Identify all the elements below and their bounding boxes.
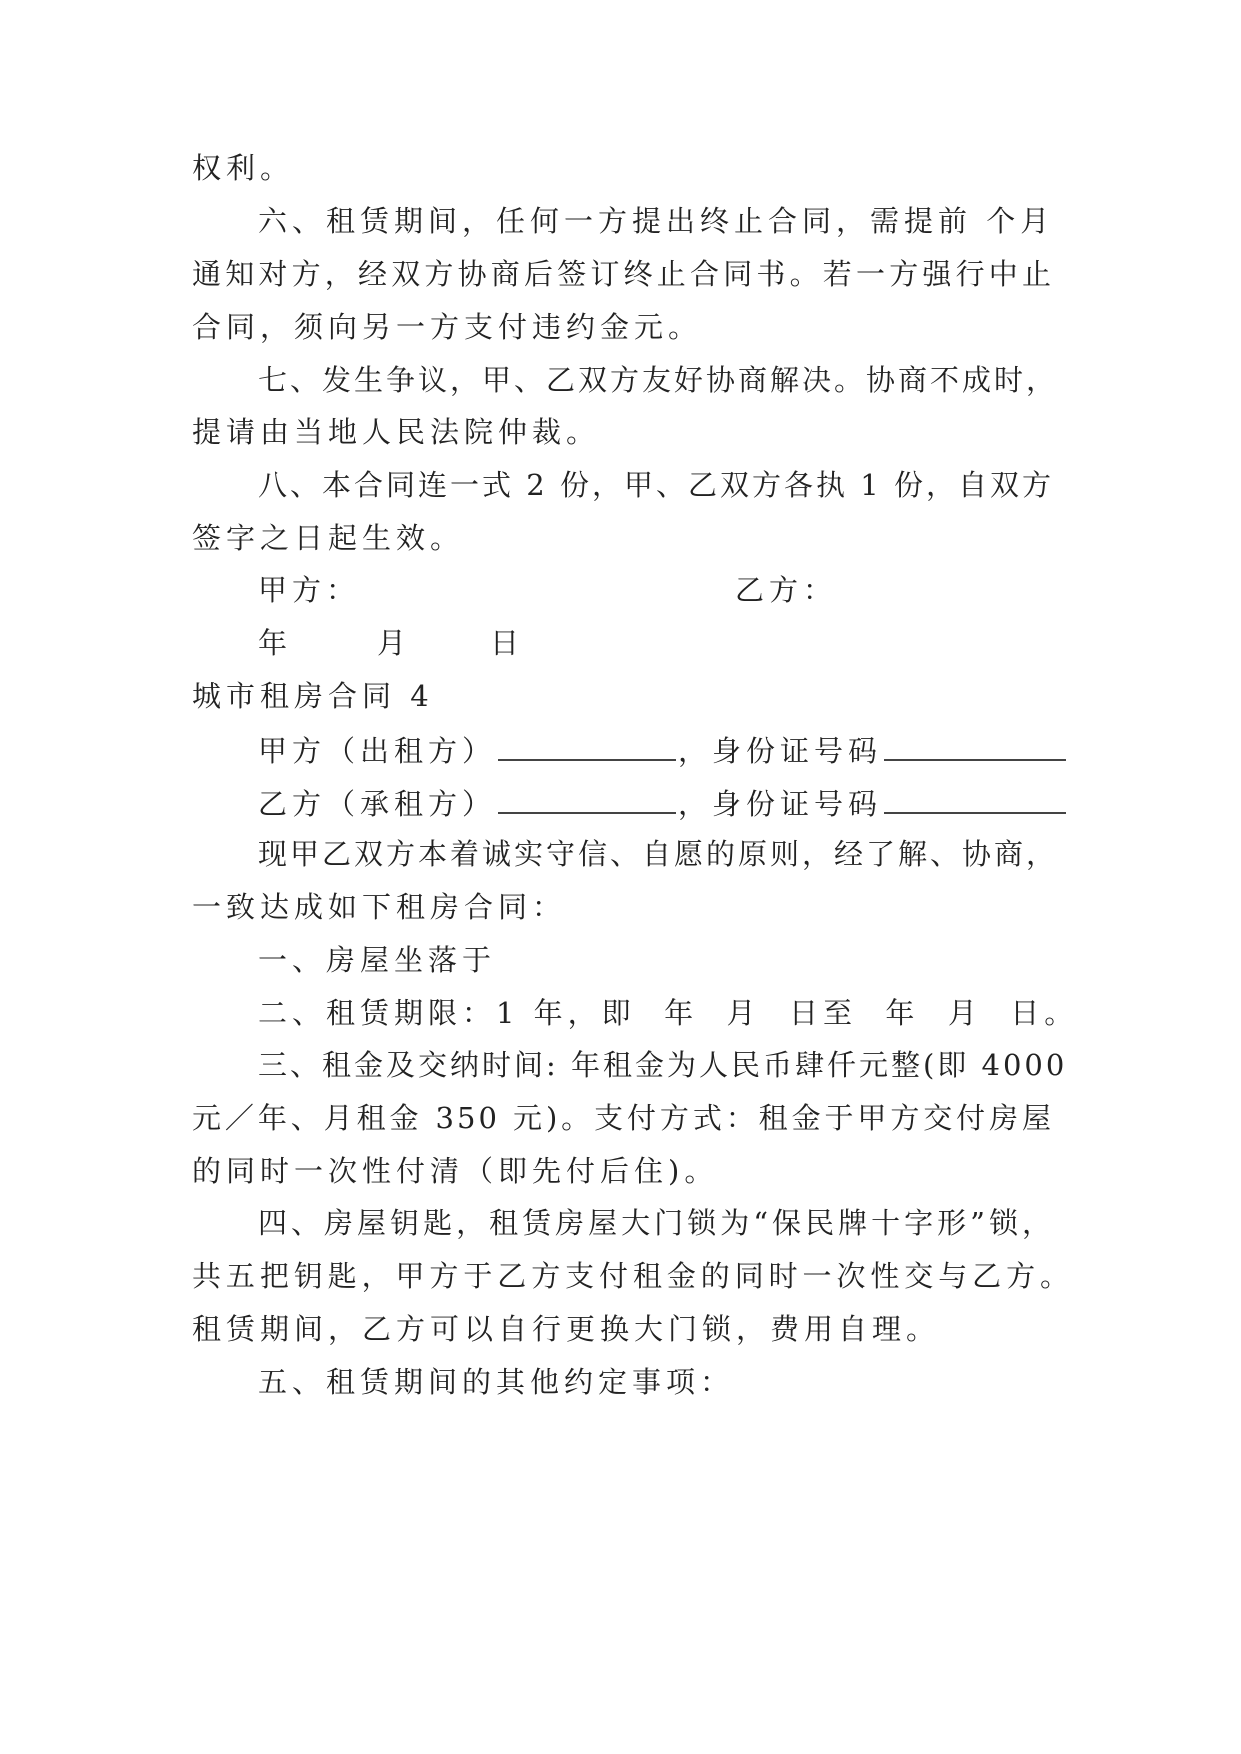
- clause-2-line: 二、租赁期限：1 年，即 年 月 日至 年 月 日。: [258, 996, 1079, 1030]
- clause-4-line-2: 共五把钥匙，甲方于乙方支付租金的同时一次性交与乙方。: [192, 1259, 1072, 1293]
- clause-1-line: 一、房屋坐落于: [258, 943, 497, 977]
- party-a-label: 甲方（出租方）: [258, 734, 497, 768]
- preamble-line-2: 一致达成如下租房合同：: [192, 890, 567, 924]
- clause-6-line-2: 通知对方，经双方协商后签订终止合同书。若一方强行中止: [192, 257, 1054, 291]
- party-b-name-blank: [498, 782, 676, 814]
- party-a-signature-label: 甲方：: [258, 573, 361, 607]
- party-a-line: [258, 729, 1068, 771]
- party-a-id-label: ，身份证号码: [678, 734, 883, 768]
- party-b-id-label: ，身份证号码: [678, 787, 883, 821]
- party-b-signature-label: 乙方：: [735, 573, 838, 607]
- date-month: 月: [377, 626, 412, 660]
- contract-title: 城市租房合同 4: [192, 679, 434, 713]
- clause-8-line-2: 签字之日起生效。: [192, 521, 465, 555]
- date-year: 年: [258, 626, 293, 660]
- preamble-line-1: 现甲乙双方本着诚实守信、自愿的原则，经了解、协商，: [258, 837, 1059, 871]
- clause-4-line-3: 租赁期间，乙方可以自行更换大门锁，费用自理。: [192, 1312, 941, 1346]
- clause-3-line-3: 的同时一次性付清（即先付后住)。: [192, 1154, 719, 1188]
- clause-6-line-1: 六、租赁期间，任何一方提出终止合同，需提前 个月: [258, 204, 1055, 238]
- party-b-id-blank: [884, 782, 1066, 814]
- clause-6-line-3: 合同，须向另一方支付违约金元。: [192, 310, 703, 344]
- clause-4-line-1: 四、房屋钥匙，租赁房屋大门锁为“保民牌十字形”锁，: [258, 1206, 1054, 1240]
- clause-5-line: 五、租赁期间的其他约定事项：: [258, 1365, 735, 1399]
- date-day: 日: [490, 626, 525, 660]
- clause-3-line-1: 三、租金及交纳时间: 年租金为人民币肆仟元整(即 4000: [258, 1048, 1068, 1082]
- clause-8-line-1: 八、本合同连一式 2 份，甲、乙双方各执 1 份，自双方: [258, 468, 1054, 502]
- party-b-line: [258, 782, 1068, 824]
- clause-7-line-1: 七、发生争议，甲、乙双方友好协商解决。协商不成时，: [258, 363, 1059, 397]
- text-line: 权利。: [192, 151, 295, 185]
- party-b-label: 乙方（承租方）: [258, 787, 497, 821]
- clause-3-line-2: 元／年、月租金 350 元)。支付方式：租金于甲方交付房屋: [192, 1101, 1054, 1135]
- party-a-id-blank: [884, 729, 1066, 761]
- party-a-name-blank: [498, 729, 676, 761]
- clause-7-line-2: 提请由当地人民法院仲裁。: [192, 415, 601, 449]
